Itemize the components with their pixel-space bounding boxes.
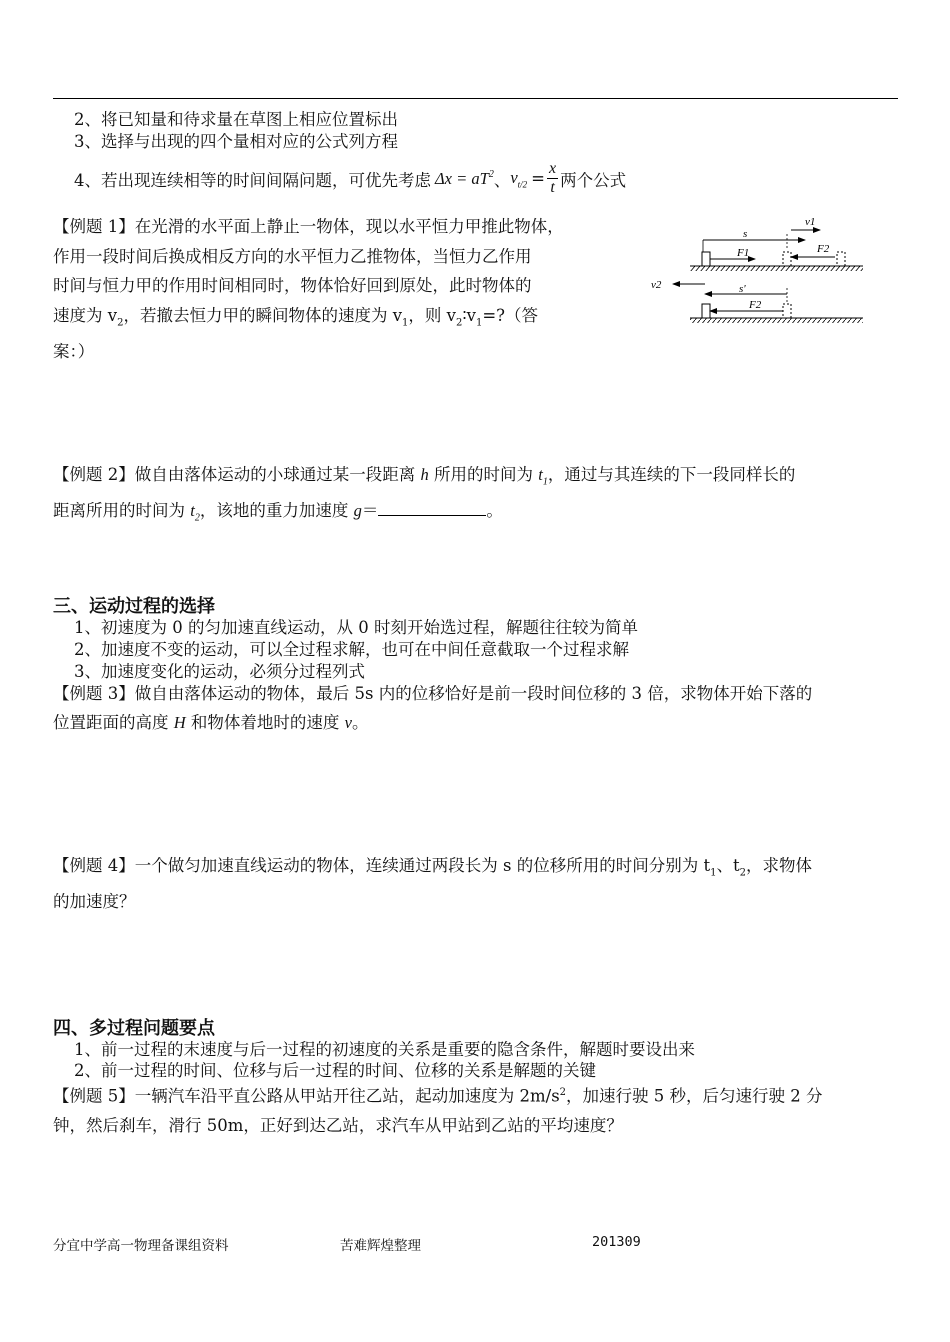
formula-v-half: $v_{t/2}$	[510, 167, 528, 190]
example1-force-diagram	[645, 212, 875, 330]
item4-tail: 两个公式	[560, 170, 627, 190]
footer-date: 201309	[592, 1234, 641, 1250]
footer-author: 苦难辉煌整理	[340, 1238, 421, 1254]
item4-text: 4、若出现连续相等的时间间隔问题，可优先考虑	[74, 170, 431, 190]
block-top	[702, 252, 710, 266]
section3-heading: 三、运动过程的选择	[53, 596, 215, 617]
footer-school: 分宜中学高一物理备课组资料	[53, 1238, 229, 1254]
label-s: s	[743, 228, 748, 240]
section2-item2: 2、将已知量和待求量在草图上相应位置标出	[74, 110, 398, 129]
example5-label: 【例题 5】	[53, 1086, 135, 1106]
section4-item2: 2、前一过程的时间、位移与后一过程的时间、位移的关系是解题的关键	[74, 1061, 596, 1080]
example4-label: 【例题 4】	[53, 856, 135, 875]
section3-item1: 1、初速度为 0 的匀加速直线运动，从 0 时刻开始选过程，解题往往较为简单	[74, 618, 638, 637]
section3-item3: 3、加速度变化的运动，必须分过程列式	[74, 662, 365, 681]
example3-label: 【例题 3】	[53, 684, 135, 703]
label-s-prime: s'	[739, 283, 746, 295]
section2-item3: 3、选择与出现的四个量相对应的公式列方程	[74, 132, 398, 151]
formula-delta-x: $\Delta x = aT^2$	[435, 168, 494, 188]
example1-label: 【例题 1】	[53, 217, 135, 236]
label-v2: v2	[651, 279, 662, 291]
label-F2b: F2	[749, 299, 762, 311]
label-F1: F1	[737, 247, 750, 259]
header-rule	[53, 98, 898, 99]
label-v1: v1	[805, 216, 816, 228]
section4-heading: 四、多过程问题要点	[53, 1018, 215, 1039]
example2-text: 【例题 2】做自由落体运动的小球通过某一段距离 h 所用的时间为 $t_1$，通过与其连续的下一段同样长的 距离所用的时间为 $t_2$，该地的重力加速度 g＝ 。	[53, 465, 796, 524]
example5-text: 【例题 5】一辆汽车沿平直公路从甲站开往乙站，起动加速度为 $2m/s^2$，加速行驶 5 秒，后匀速行驶 2 分 钟，然后刹车，滑行 50m，正好到达乙站，求汽车从甲站到乙站的平均速度？	[53, 1086, 823, 1135]
label-F2: F2	[817, 243, 830, 255]
formula-separator: 、	[493, 170, 511, 190]
example3-text: 【例题 3】做自由落体运动的物体，最后 5s 内的位移恰好是前一段时间位移的 3 倍，求物体开始下落的 位置距面的高度 H 和物体着地时的速度 v。	[53, 684, 813, 732]
formula-fraction: $\frac{x}{t}$	[549, 160, 557, 196]
answer-blank	[378, 501, 486, 516]
section2-item4	[74, 160, 626, 197]
example4-text: 【例题 4】一个做匀加速直线运动的物体，连续通过两段长为 s 的位移所用的时间分别为 $t_1$、$t_2$，求物体 的加速度？	[53, 856, 812, 912]
example2-label: 【例题 2】	[53, 465, 135, 484]
block-bottom	[702, 304, 710, 318]
section3-item2: 2、加速度不变的运动，可以全过程求解，也可在中间任意截取一个过程求解	[74, 640, 629, 659]
formula-equals: =	[531, 169, 545, 188]
example1-text: 【例题 1】在光滑的水平面上静止一物体，现以水平恒力甲推此物体， 作用一段时间后换成相反方向的水平恒力乙推物体，当恒力乙作用 时间与恒力甲的作用时间相同时，物体恰好回到原处，此时物体的 速度为 $v_2$，若撤去恒力甲的瞬间物体的速度为 $v_1$，则 $v_2∶v_1=$?（答 案：）	[53, 217, 564, 362]
section4-item1: 1、前一过程的末速度与后一过程的初速度的关系是重要的隐含条件，解题时要设出来	[74, 1040, 695, 1059]
